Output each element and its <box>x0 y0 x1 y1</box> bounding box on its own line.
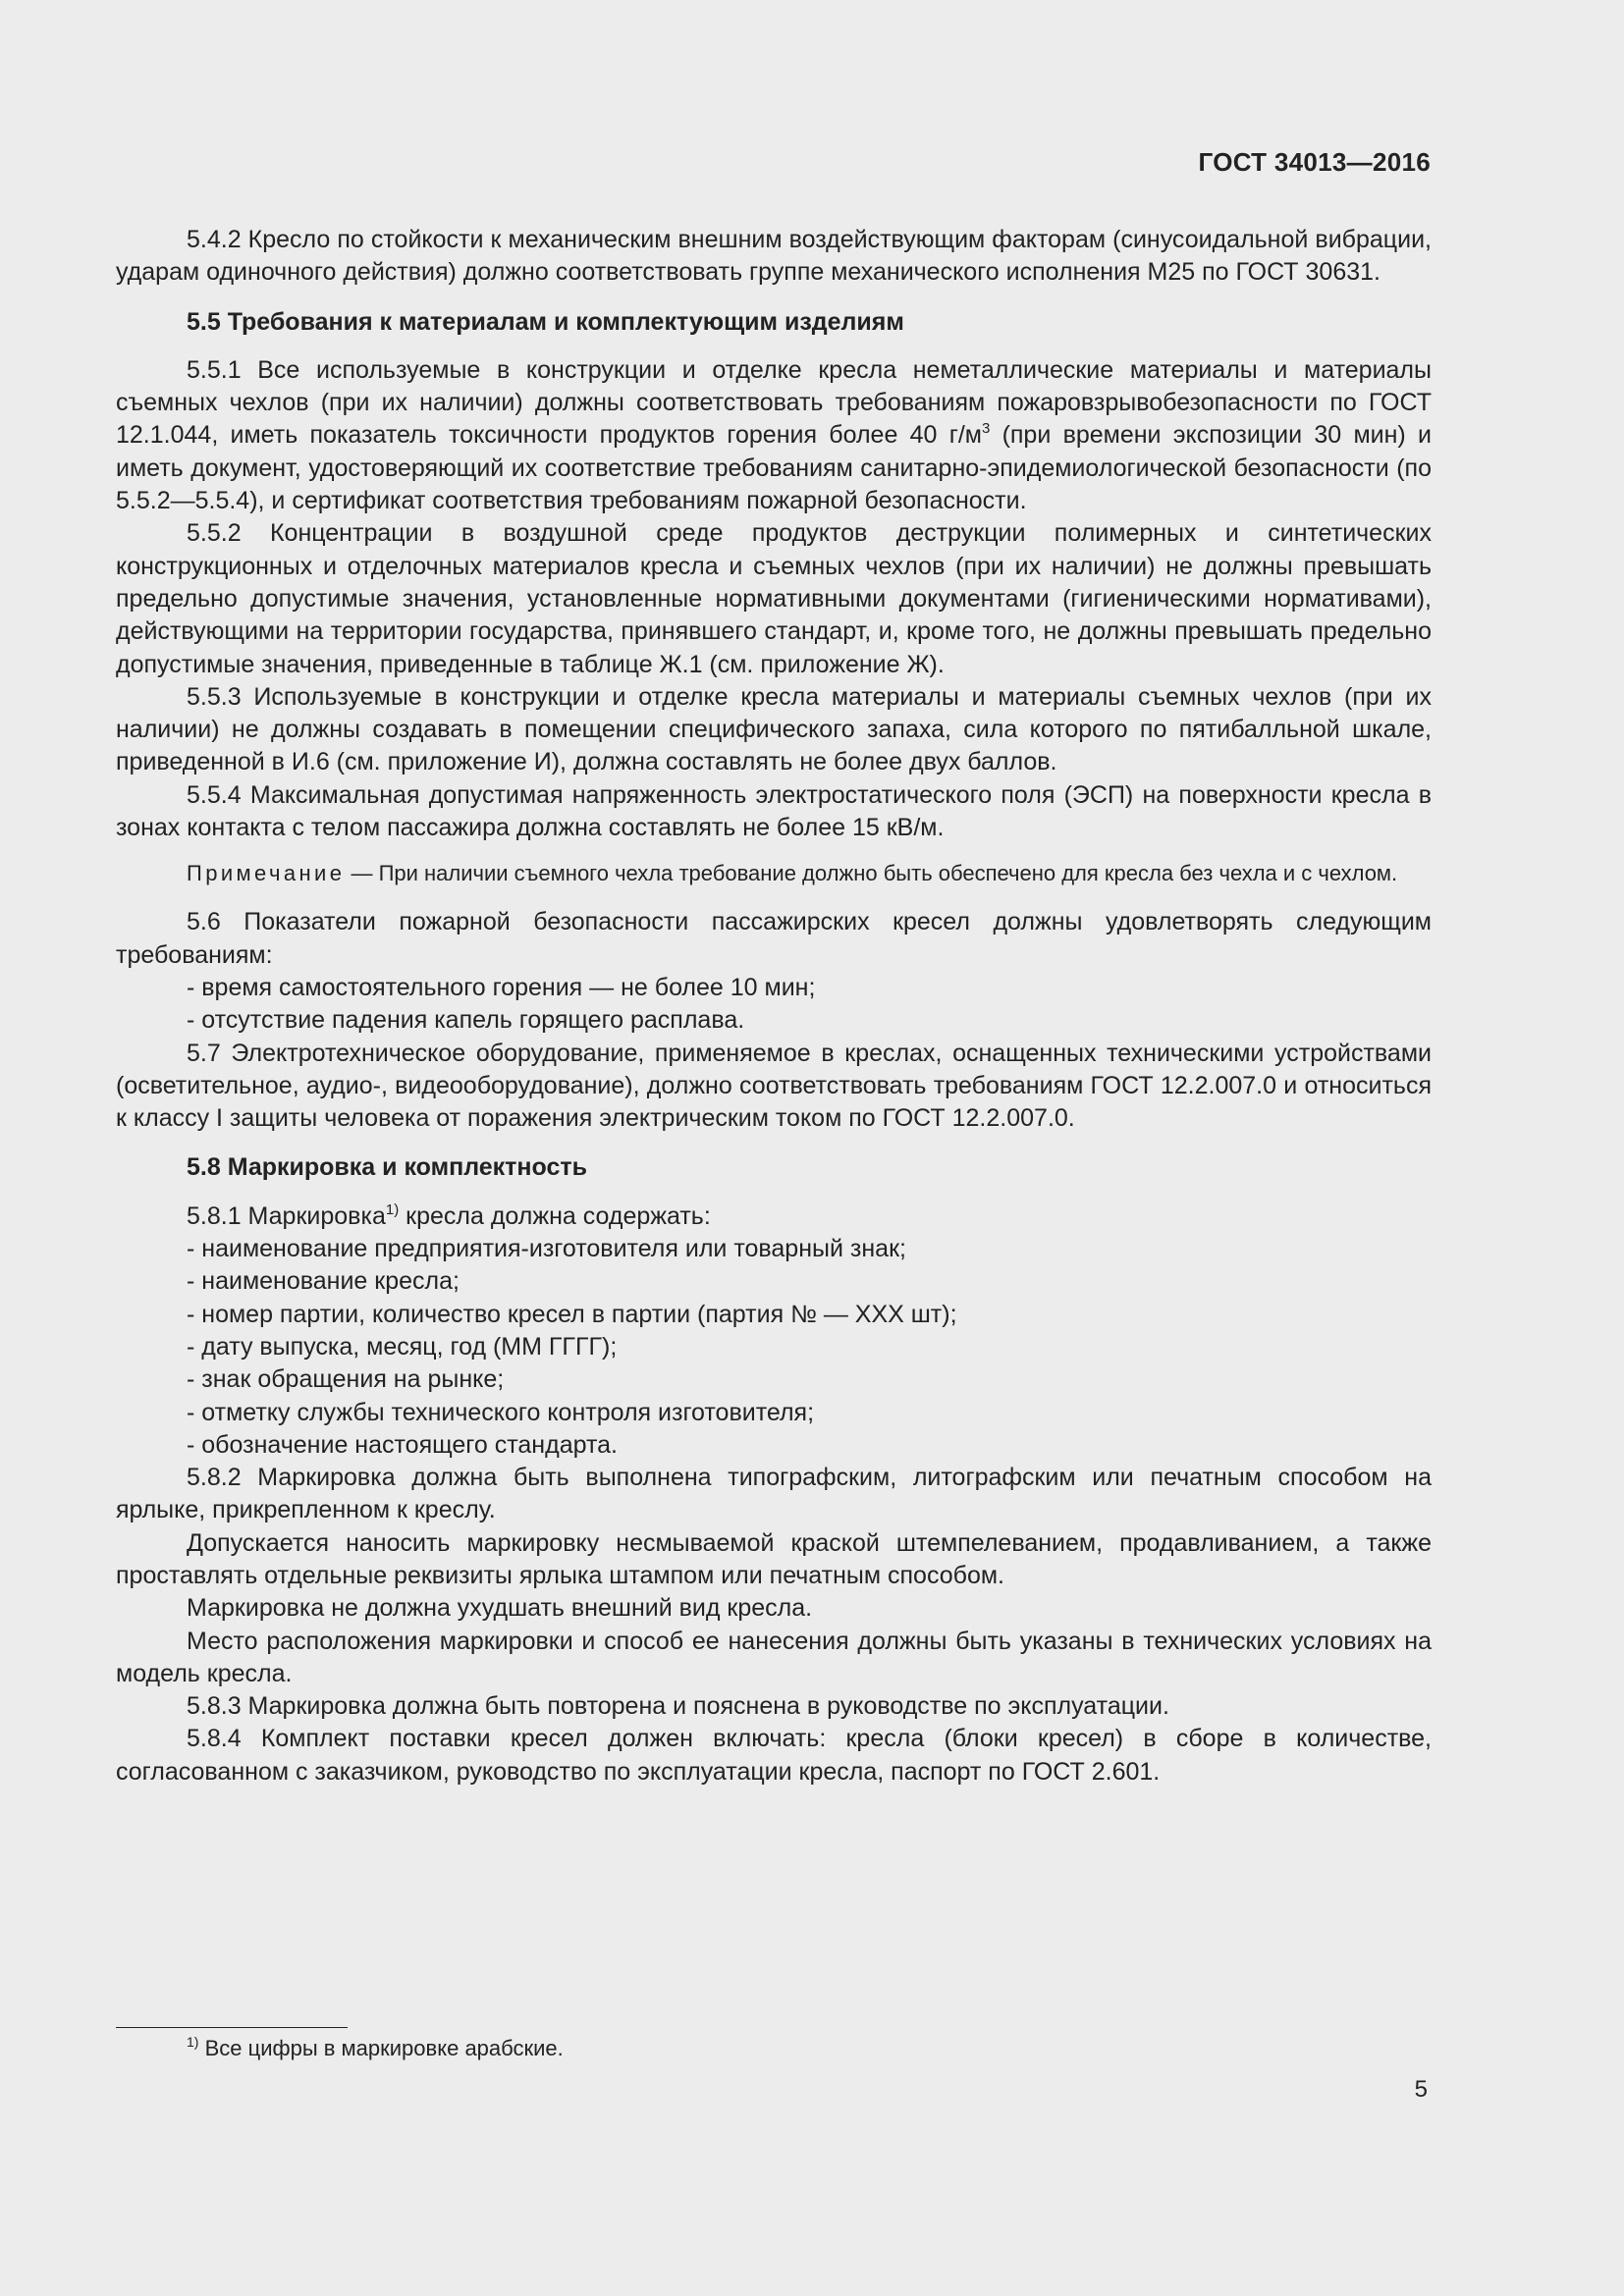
paragraph-5-8-1 <box>116 1201 1432 1233</box>
note <box>116 858 1432 888</box>
paragraph-5-8-4: 5.8.4 Комплект поставки кресел должен включать: кресла (блоки кресел) в сборе в количестве, согласованном с заказчиком, руководство по эксплуатации кресла, паспорт по ГОСТ 2.601. <box>116 1725 1432 1786</box>
footnote <box>187 2034 564 2063</box>
paragraph-5-5-1 <box>116 354 1432 517</box>
document-body <box>116 224 1432 1789</box>
list-item: - дату выпуска, месяц, год (ММ ГГГГ); <box>187 1332 618 1361</box>
superscript-cubed: 3 <box>981 420 991 438</box>
paragraph-5-4-2: 5.4.2 Кресло по стойкости к механическим внешним воздействующим факторам (синусоидальной вибрации, ударам одиночного действия) должно соответствовать группе механического исполнения М25 по ГОСТ 30631. <box>116 226 1432 287</box>
paragraph-5-8-2-d: Место расположения маркировки и способ ее нанесения должны быть указаны в технических условиях на модель кресла. <box>116 1627 1432 1687</box>
paragraph-5-6: 5.6 Показатели пожарной безопасности пассажирских кресел должны удовлетворять следующим требованиям: <box>116 908 1432 969</box>
list-item: - отсутствие падения капель горящего расплава. <box>187 1006 745 1035</box>
footnote-divider <box>116 2027 348 2028</box>
list-item: - отметку службы технического контроля изготовителя; <box>187 1398 815 1426</box>
paragraph-5-5-1-part-b: (при времени экспозиции 30 мин) и иметь документ, удостоверяющий их соответствие требованиям санитарно-эпидемиологической безопасности (по 5.5.2—5.5.4), и сертификат соответствия требованиям пожарной безопасности. <box>116 421 1432 515</box>
paragraph-5-8-1-part-a: 5.8.1 Маркировка <box>187 1201 386 1230</box>
note-text: — При наличии съемного чехла требование должно быть обеспечено для кресла без чехла и с чехлом. <box>345 861 1398 886</box>
footnote-ref: 1) <box>385 1201 400 1218</box>
paragraph-5-8-3: 5.8.3 Маркировка должна быть повторена и пояснена в руководстве по эксплуатации. <box>187 1692 1169 1721</box>
page-number: 5 <box>1414 2076 1428 2103</box>
paragraph-5-5-1-part-a: 5.5.1 Все используемые в конструкции и отделке кресла неметаллические материалы и материалы съемных чехлов (при их наличии) должны соответствовать требованиям пожаровзрывобезопасности по ГОСТ 12.1.044, иметь показатель токсичности продуктов горения более 40 г/м <box>116 355 1432 450</box>
paragraph-5-5-4: 5.5.4 Максимальная допустимая напряженность электростатического поля (ЭСП) на поверхности кресла в зонах контакта с телом пассажира должна составлять не более 15 кВ/м. <box>116 780 1432 842</box>
list-item: - наименование кресла; <box>187 1267 460 1296</box>
paragraph-5-8-2-c: Маркировка не должна ухудшать внешний вид кресла. <box>187 1594 813 1623</box>
section-heading-5-8: 5.8 Маркировка и комплектность <box>187 1153 587 1182</box>
paragraph-5-5-2: 5.5.2 Концентрации в воздушной среде продуктов деструкции полимерных и синтетических конструкционных и отделочных материалов кресла и съемных чехлов (при их наличии) не должны превышать предельно допустимые значения, установленные нормативными документами (гигиеническими нормативами), действующими на территории государства, принявшего стандарт, и, кроме того, не должны превышать предельно допустимые значения, приведенные в таблице Ж.1 (см. приложение Ж). <box>116 519 1432 678</box>
note-label: Примечание <box>187 861 346 886</box>
paragraph-5-8-1-part-b: кресла должна содержать: <box>399 1201 711 1230</box>
list-item: - знак обращения на рынке; <box>187 1365 505 1394</box>
list-item: - время самостоятельного горения — не более 10 мин; <box>187 973 816 1001</box>
footnote-marker: 1) <box>187 2034 199 2050</box>
paragraph-5-8-2: 5.8.2 Маркировка должна быть выполнена типографским, литографским или печатным способом на ярлыке, прикрепленном к креслу. <box>116 1464 1432 1524</box>
section-heading-5-5: 5.5 Требования к материалам и комплектующим изделиям <box>187 307 904 336</box>
document-id-header: ГОСТ 34013—2016 <box>1198 147 1431 177</box>
paragraph-5-8-2-b: Допускается наносить маркировку несмываемой краской штемпелеванием, продавливанием, а также проставлять отдельные реквизиты ярлыка штампом или печатным способом. <box>116 1528 1432 1589</box>
paragraph-5-5-3: 5.5.3 Используемые в конструкции и отделке кресла материалы и материалы съемных чехлов (при их наличии) не должны создавать в помещении специфического запаха, сила которого по пятибалльной шкале, приведенной в И.6 (см. приложение И), должна составлять не более двух баллов. <box>116 682 1432 776</box>
paragraph-5-7: 5.7 Электротехническое оборудование, применяемое в креслах, оснащенных техническими устройствами (осветительное, аудио-, видеооборудование), должно соответствовать требованиям ГОСТ 12.2.007.0 и относиться к классу I защиты человека от поражения электрическим током по ГОСТ 12.2.007.0. <box>116 1039 1432 1133</box>
list-item: - обозначение настоящего стандарта. <box>187 1430 618 1459</box>
footnote-text: Все цифры в маркировке арабские. <box>204 2036 564 2060</box>
list-item: - номер партии, количество кресел в партии (партия № — XXX шт); <box>187 1300 957 1328</box>
list-item: - наименование предприятия-изготовителя или товарный знак; <box>187 1235 906 1263</box>
